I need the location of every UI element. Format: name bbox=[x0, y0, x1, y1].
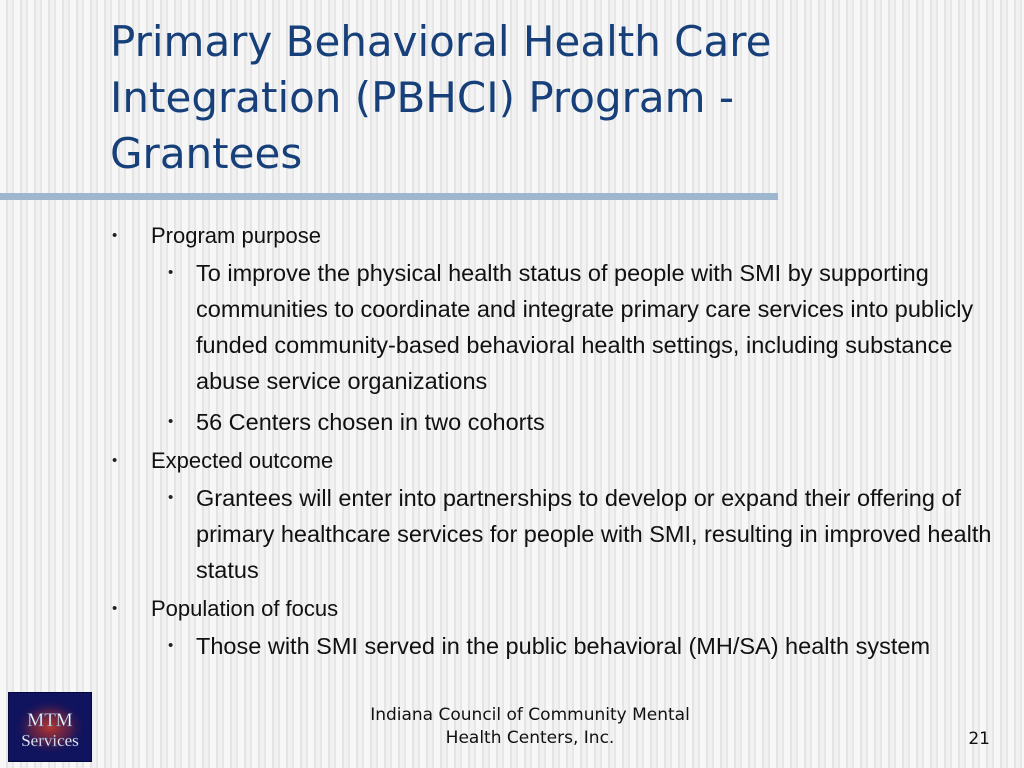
bullet-icon: • bbox=[168, 413, 174, 430]
bullet-icon: • bbox=[112, 452, 118, 469]
sub-bullet-item bbox=[108, 480, 1008, 588]
bullet-text: Population of focus bbox=[151, 596, 339, 621]
footer-organization bbox=[340, 704, 720, 750]
bullet-list bbox=[108, 220, 1008, 669]
sub-bullet-item bbox=[108, 404, 1008, 440]
title-divider bbox=[0, 193, 778, 200]
bullet-text: Program purpose bbox=[151, 223, 321, 248]
title-line-2: Integration (PBHCI) Program - bbox=[110, 73, 735, 122]
sub-bullet-item bbox=[108, 255, 1008, 399]
title-line-1: Primary Behavioral Health Care bbox=[110, 17, 772, 66]
bullet-item-expected-outcome bbox=[108, 445, 1008, 477]
bullet-item-population-of-focus bbox=[108, 593, 1008, 625]
sub-bullet-text: To improve the physical health status of people with SMI by supporting communities to coordinate and integrate primary care services into publicly funded community-based behavioral health settings, including substance abuse service organizations bbox=[196, 260, 974, 394]
footer-line-1: Indiana Council of Community Mental bbox=[370, 705, 690, 725]
sub-bullet-item bbox=[108, 628, 1008, 664]
logo-text-line-1: MTM bbox=[27, 710, 73, 731]
title-line-3: Grantees bbox=[110, 129, 303, 178]
sub-bullet-text: Grantees will enter into partnerships to develop or expand their offering of primary healthcare services for people with SMI, resulting in improved health status bbox=[196, 485, 992, 583]
bullet-icon: • bbox=[168, 264, 174, 281]
bullet-icon: • bbox=[168, 637, 174, 654]
sub-bullet-text: Those with SMI served in the public behavioral (MH/SA) health system bbox=[196, 633, 931, 659]
bullet-text: Expected outcome bbox=[151, 448, 334, 473]
slide-number: 21 bbox=[968, 729, 990, 749]
logo-text-line-2: Services bbox=[21, 731, 79, 750]
slide-title bbox=[110, 14, 990, 182]
bullet-icon: • bbox=[112, 227, 118, 244]
footer-line-2: Health Centers, Inc. bbox=[445, 728, 615, 748]
bullet-item-program-purpose bbox=[108, 220, 1008, 252]
logo-graphic bbox=[9, 693, 91, 761]
bullet-icon: • bbox=[168, 489, 174, 506]
mtm-services-logo bbox=[8, 692, 92, 762]
bullet-icon: • bbox=[112, 600, 118, 617]
sub-bullet-text: 56 Centers chosen in two cohorts bbox=[196, 409, 545, 435]
